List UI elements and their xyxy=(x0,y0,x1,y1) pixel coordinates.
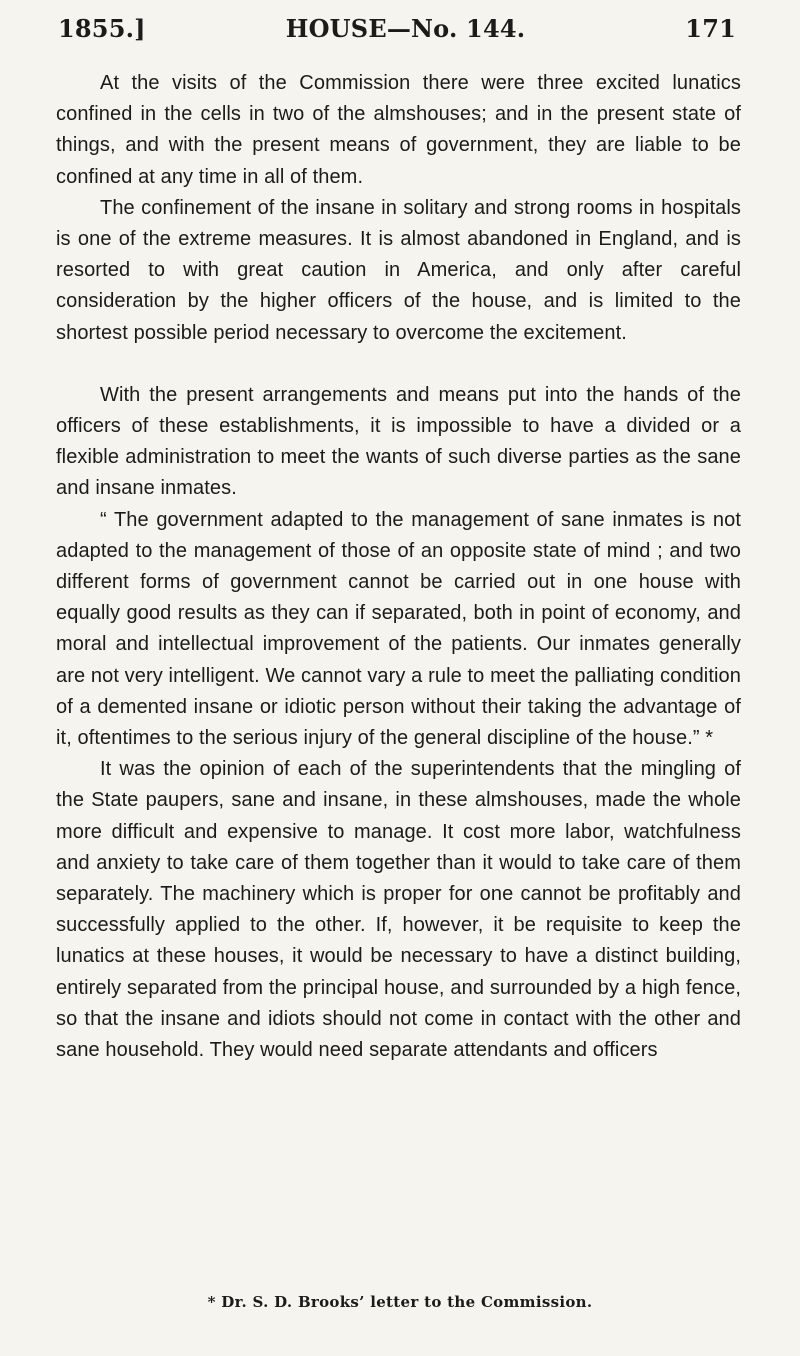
paragraph-1: At the visits of the Commission there were three excited lunatics confined in the cells in two of the almshouses; and in the present state of things, and with the present means of government, they are liable to be confined at any time in all of them. xyxy=(56,72,741,188)
header-document-title: HOUSE—No. 144. xyxy=(285,14,526,43)
footnote: * Dr. S. D. Brooks’ letter to the Commission. xyxy=(207,1293,593,1311)
header-year: 1855.] xyxy=(58,14,146,43)
page-header xyxy=(58,14,736,54)
paragraph-2: The confinement of the insane in solitary and strong rooms in hospitals is one of the extreme measures. It is almost abandoned in England, and is resorted to with great caution in America, and only after careful consideration by the higher officers of the house, and is limited to the shortest possible period necessary to overcome the excitement. xyxy=(56,196,741,344)
page-body xyxy=(56,68,741,1066)
paragraph-3: With the present arrangements and means put into the hands of the officers of these establishments, it is impossible to have a divided or a flexible administration to meet the wants of such diverse parties as the sane and insane inmates. xyxy=(56,383,741,500)
paragraph-4-quotation: “ The government adapted to the management of sane inmates is not adapted to the management of those of an opposite state of mind ; and two different forms of government cannot be carried out in one house with equally good results as they can if separated, both in point of economy, and moral and intellectual improvement of the patients. Our inmates generally are not very intelligent. We cannot vary a rule to meet the palliating condition of a demented insane or idiotic person without their taking the advantage of it, oftentimes to the serious injury of the general discipline of the house.” * xyxy=(56,508,741,750)
paragraph-5: It was the opinion of each of the superintendents that the mingling of the State paupers, sane and insane, in these almshouses, made the whole more difficult and expensive to manage. It cost more labor, watchfulness and anxiety to take care of them together than it would to take care of them separately. The machinery which is proper for one cannot be profitably and successfully applied to the other. If, however, it be requisite to keep the lunatics at these houses, it would be necessary to have a distinct building, entirely separated from the principal house, and surrounded by a high fence, so that the insane and idiots should not come in contact with the other and sane household. They would need separate attendants and officers xyxy=(56,758,741,1062)
header-page-number: 171 xyxy=(685,14,736,43)
